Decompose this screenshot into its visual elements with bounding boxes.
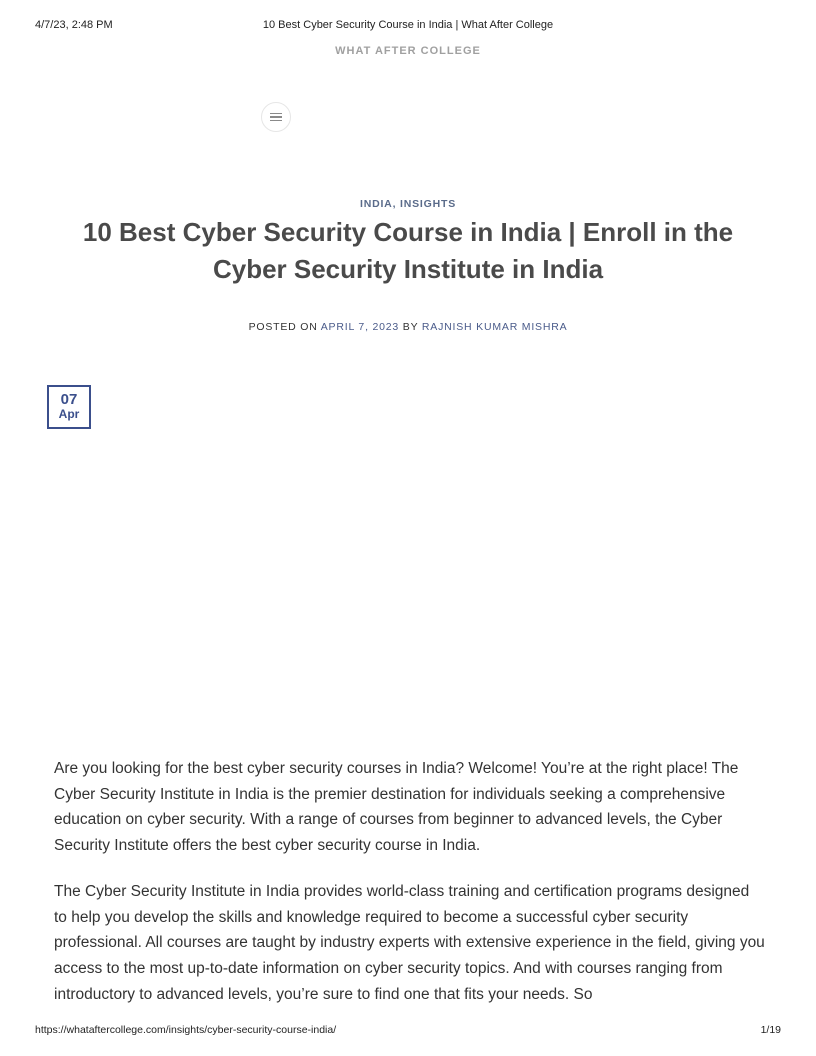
print-page-url: https://whataftercollege.com/insights/cyber-security-course-india/ — [35, 1024, 337, 1036]
date-badge-month: Apr — [58, 407, 80, 421]
posted-on-label: POSTED ON — [248, 321, 321, 333]
post-categories — [0, 198, 816, 210]
category-link-india[interactable]: INDIA — [359, 198, 393, 210]
print-datetime: 4/7/23, 2:48 PM — [35, 19, 113, 31]
print-page-number: 1/19 — [760, 1024, 781, 1036]
menu-toggle-button[interactable] — [261, 102, 291, 132]
date-badge-day: 07 — [60, 391, 78, 408]
site-title[interactable]: WHAT AFTER COLLEGE — [335, 45, 481, 57]
hamburger-icon — [270, 113, 282, 122]
by-label: BY — [399, 321, 422, 333]
category-separator: , — [392, 198, 401, 210]
featured-image-area — [54, 440, 762, 740]
content-paragraph: Are you looking for the best cyber security courses in India? Welcome! You’re at the right place! The Cyber Security Institute in India is the premier destination for individuals seeking a comprehensive education on cyber security. With a range of courses from beginner to advanced levels, the Cyber Security Institute offers the best cyber security course in India. — [54, 760, 739, 855]
post-title: 10 Best Cyber Security Course in India | Enroll in the Cyber Security Institute in India — [82, 217, 734, 284]
print-header — [0, 19, 816, 33]
author-link[interactable]: RAJNISH KUMAR MISHRA — [421, 321, 568, 333]
post-meta — [0, 321, 816, 333]
date-badge — [47, 385, 91, 429]
post-date-link[interactable]: APRIL 7, 2023 — [320, 321, 400, 333]
print-footer — [0, 1024, 816, 1038]
post-content — [54, 756, 766, 1027]
content-paragraph: The Cyber Security Institute in India provides world-class training and certification programs designed to help you develop the skills and knowledge required to become a successful cyber security professional. All courses are taught by industry experts with extensive experience in the field, giving you access to the most up-to-date information on cyber security topics. And with courses ranging from introductory to advanced levels, you’re sure to find one that fits your needs. So — [54, 882, 765, 1003]
print-document-title: 10 Best Cyber Security Course in India | What After College — [262, 19, 554, 31]
category-link-insights[interactable]: INSIGHTS — [400, 198, 457, 210]
